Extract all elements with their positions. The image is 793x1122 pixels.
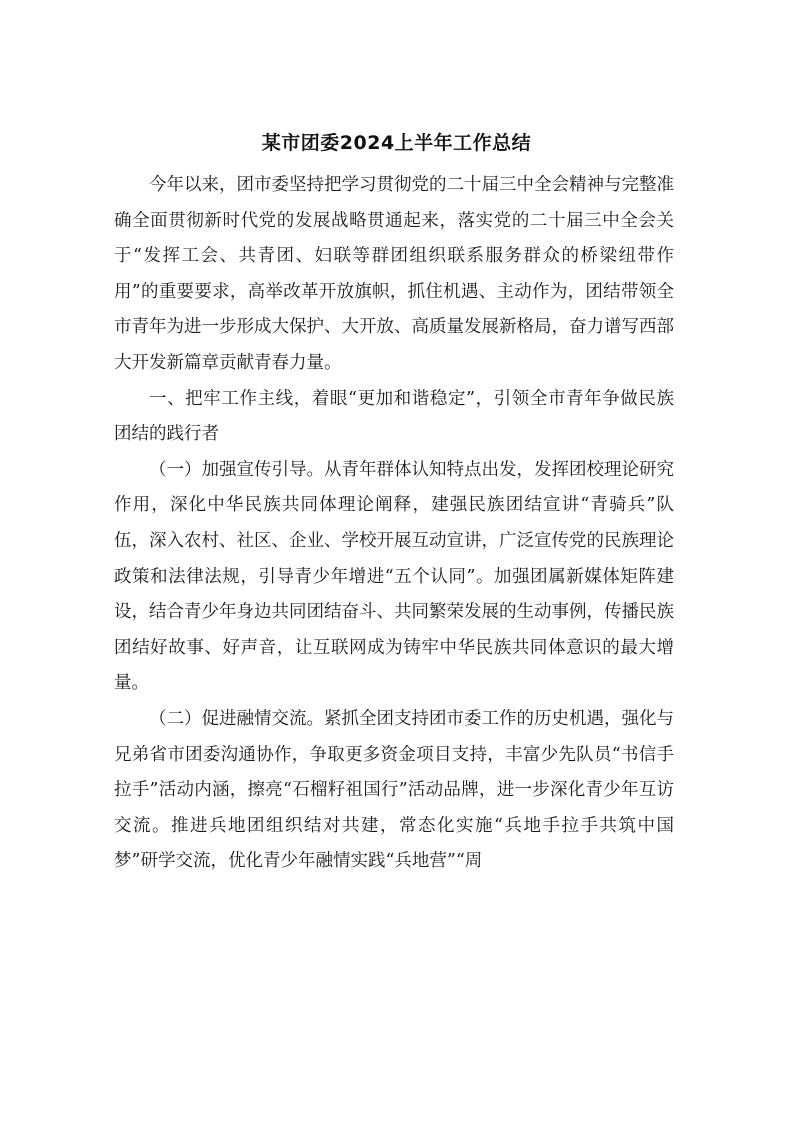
- intro-paragraph: 今年以来，团市委坚持把学习贯彻党的二十届三中全会精神与完整准确全面贯彻新时代党的发展战略贯通起来，落实党的二十届三中全会关于“发挥工会、共青团、妇联等群团组织联系服务群众的桥梁纽带作用”的重要要求，高举改革开放旗帜，抓住机遇、主动作为，团结带领全市青年为进一步形成大保护、大开放、高质量发展新格局，奋力谱写西部大开发新篇章贡献青春力量。: [114, 175, 674, 373]
- subsection-paragraph-1: （一）加强宣传引导。从青年群体认知特点出发，发挥团校理论研究作用，深化中华民族共同体理论阐释，建强民族团结宣讲“青骑兵”队伍，深入农村、社区、企业、学校开展互动宣讲，广泛宣传党的民族理论政策和法律法规，引导青少年增进“五个认同”。加强团属新媒体矩阵建设，结合青少年身边共同团结奋斗、共同繁荣发展的生动事例，传播民族团结好故事、好声音，让互联网成为铸牢中华民族共同体意识的最大增量。: [114, 459, 674, 694]
- document-body: [114, 168, 674, 880]
- subsection-paragraph-2: （二）促进融情交流。紧抓全团支持团市委工作的历史机遇，强化与兄弟省市团委沟通协作，争取更多资金项目支持，丰富少先队员“书信手拉手”活动内涵，擦亮“石榴籽祖国行”活动品牌，进一步深化青少年互访交流。推进兵地团组织结对共建，常态化实施“兵地手拉手共筑中国梦”研学交流，优化青少年融情实践“兵地营”“周: [114, 708, 674, 872]
- document-title: 某市团委2024上半年工作总结: [261, 132, 532, 154]
- section-heading-1: 一、把牢工作主线，着眼“更加和谐稳定”，引领全市青年争做民族团结的践行者: [114, 388, 674, 445]
